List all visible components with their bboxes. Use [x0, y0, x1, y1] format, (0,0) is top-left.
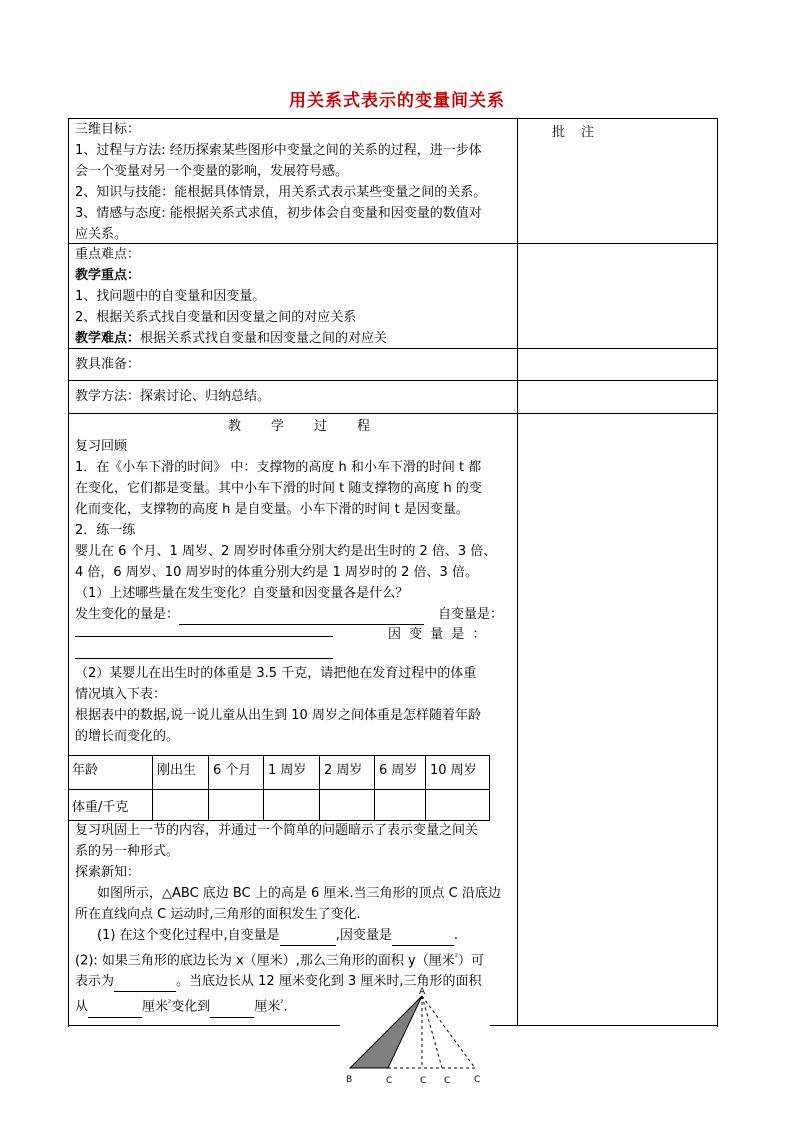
- explore-q2-text: 厘米: [254, 999, 281, 1015]
- explore-q2-text: ²: [454, 952, 458, 961]
- question-2: （2）某婴儿在出生时的体重是 3.5 千克，请把他在发育过程中的体重: [75, 666, 477, 681]
- objectives-line: 会一个变量对另一个变量的影响，发展符号感。: [75, 164, 349, 179]
- tools-row: 教具准备：: [75, 357, 141, 372]
- difficulty-line: [75, 328, 513, 349]
- explore-q2: [75, 946, 513, 971]
- weight-table: [68, 755, 490, 821]
- row-divider-4: [68, 413, 717, 414]
- table-row-label: 体重/千克: [68, 790, 153, 821]
- objectives-line: 3、情感与态度: 能根据关系式求值，初步体会自变量和因变量的数值对: [75, 206, 482, 221]
- answer-blank[interactable]: [75, 622, 333, 637]
- page-title: 用关系式表示的变量间关系: [289, 91, 505, 111]
- explore-q1-text: ,因变量是: [335, 928, 392, 943]
- answer-blank[interactable]: [210, 1003, 254, 1018]
- answer-blank[interactable]: [392, 931, 454, 946]
- question-1: （1）上述哪些量在发生变化？自变量和因变量各是什么？: [75, 586, 409, 601]
- table-header-cell: 6 周岁: [375, 756, 426, 790]
- explore-q2-text: 表示为: [75, 974, 115, 990]
- answer-blank[interactable]: [280, 931, 336, 946]
- dep-label: 因 变 量 是 ：: [388, 627, 488, 642]
- table-header-cell: 年龄: [68, 756, 153, 790]
- objectives-line: 1、过程与方法: 经历探索某些图形中变量之间的关系的过程，进一步体: [75, 143, 482, 158]
- explore-heading: 探索新知：: [75, 865, 141, 880]
- summary-line: 复习巩固上一节的内容，并通过一个简单的问题暗示了表示变量之间关: [75, 823, 479, 838]
- objectives-heading: 三维目标：: [75, 122, 141, 137]
- bottom-border-right: [490, 1025, 717, 1026]
- table-header-cell: 2 周岁: [320, 756, 375, 790]
- vertex-label-c: C: [420, 1076, 427, 1086]
- question-2-section: [75, 663, 513, 747]
- focus-item: 1、找问题中的自变量和因变量。: [75, 289, 266, 304]
- dashed-side: [422, 996, 475, 1068]
- table-header-cell: 刚出生: [153, 756, 209, 790]
- explore-q2-text: .: [283, 999, 288, 1015]
- explore-q1-text: (1) 在这个变化过程中,自变量是: [97, 928, 280, 943]
- process-heading: 教学过程: [228, 419, 401, 434]
- difficulty-text: 根据关系式找自变量和因变量之间的对应关: [140, 331, 388, 346]
- question-2: 情况填入下表：: [75, 687, 167, 702]
- triangle-figure: [340, 984, 500, 1088]
- vertex-label-c: C: [444, 1076, 451, 1086]
- explore-q2-text: (2): 如果三角形的底边长为 x（厘米）,那么三角形的面积 y（厘米: [75, 953, 455, 969]
- table-header-cell: 6 个月: [209, 756, 264, 790]
- process-section: [75, 436, 513, 604]
- explore-q2-text: 。当底边长从 12 厘米变化到 3 厘米时,三角形的面积: [176, 974, 482, 990]
- table-input-cell[interactable]: [264, 790, 320, 821]
- objectives-section: [75, 119, 513, 245]
- question-3: 根据表中的数据,说一说儿童从出生到 10 周岁之间体重是怎样随着年龄: [75, 708, 481, 723]
- explore-line: 如图所示，△ABC 底边 BC 上的高是 6 厘米.当三角形的顶点 C 沿底边: [97, 886, 501, 901]
- table-input-cell[interactable]: [426, 790, 490, 821]
- row-divider-3: [68, 380, 717, 381]
- explore-q2-text: ²: [280, 998, 284, 1008]
- changing-label: 发生变化的量是：: [75, 607, 180, 622]
- objectives-line: 应关系。: [75, 227, 128, 242]
- summary-line: 系的另一种形式。: [75, 844, 180, 859]
- focus-label: 教学重点：: [75, 268, 141, 283]
- table-input-cell[interactable]: [320, 790, 375, 821]
- explore-line: 所在直线向点 C 运动时,三角形的面积发生了变化.: [75, 907, 361, 922]
- triangle-abc-shaded: [350, 996, 422, 1068]
- explore-q1: [75, 925, 513, 946]
- explore-q2-text: ）可: [457, 953, 484, 969]
- answer-blank[interactable]: [75, 644, 333, 659]
- process-line: 2．练一练: [75, 523, 136, 538]
- vertex-label-c: C: [474, 1075, 481, 1085]
- table-header-cell: 10 周岁: [426, 756, 490, 790]
- indep-label: 自变量是：: [438, 607, 504, 622]
- table-header-cell: 1 周岁: [264, 756, 320, 790]
- key-points-section: [75, 244, 513, 349]
- answer-blank[interactable]: [88, 1003, 142, 1018]
- table-input-cell[interactable]: [375, 790, 426, 821]
- process-line: 4 倍，6 周岁、10 周岁时的体重分别大约是 1 周岁时的 2 倍、3 倍。: [75, 565, 478, 580]
- process-line: 婴儿在 6 个月、1 周岁、2 周岁时体重分别大约是出生时的 2 倍、3 倍、: [75, 544, 497, 559]
- vertex-label-c: C: [386, 1076, 393, 1086]
- vertex-label-b: B: [346, 1075, 353, 1085]
- review-heading: 复习回顾: [75, 439, 128, 454]
- key-points-heading: 重点难点：: [75, 247, 141, 262]
- question-3: 的增长而变化的。: [75, 729, 180, 744]
- annotation-header: 批注: [552, 125, 611, 140]
- table-row: [68, 790, 490, 821]
- table-input-cell[interactable]: [209, 790, 264, 821]
- explore-q2-text: 从: [75, 999, 89, 1015]
- answer-blank[interactable]: [114, 977, 176, 992]
- explore-q2-text: ²: [168, 998, 172, 1008]
- process-line: 化而变化，支撑物的高度 h 是自变量。小车下滑的时间 t 是因变量。: [75, 502, 469, 517]
- explore-q1-text: .: [453, 928, 458, 943]
- explore-q2-text: 厘米: [142, 999, 169, 1015]
- objectives-line: 2、知识与技能：能根据具体情景，用关系式表示某些变量之间的关系。: [75, 185, 487, 200]
- process-line: 在变化，它们都是变量。其中小车下滑的时间 t 随支撑物的高度 h 的变: [75, 481, 482, 496]
- process-line: 1．在《小车下滑的时间》 中：支撑物的高度 h 和小车下滑的时间 t 都: [75, 460, 482, 475]
- focus-item: 2、根据关系式找自变量和因变量之间的对应关系: [75, 310, 357, 325]
- vertex-label-a: A: [419, 987, 426, 997]
- difficulty-label: 教学难点：: [75, 331, 141, 346]
- bottom-border-left: [68, 1025, 340, 1026]
- table-row: [68, 756, 490, 790]
- annotation-divider: [517, 118, 518, 1026]
- method-row: 教学方法：探索讨论、归纳总结。: [75, 389, 271, 404]
- table-input-cell[interactable]: [153, 790, 209, 821]
- explore-q2-text: 变化到: [171, 999, 211, 1015]
- dashed-side: [422, 996, 442, 1068]
